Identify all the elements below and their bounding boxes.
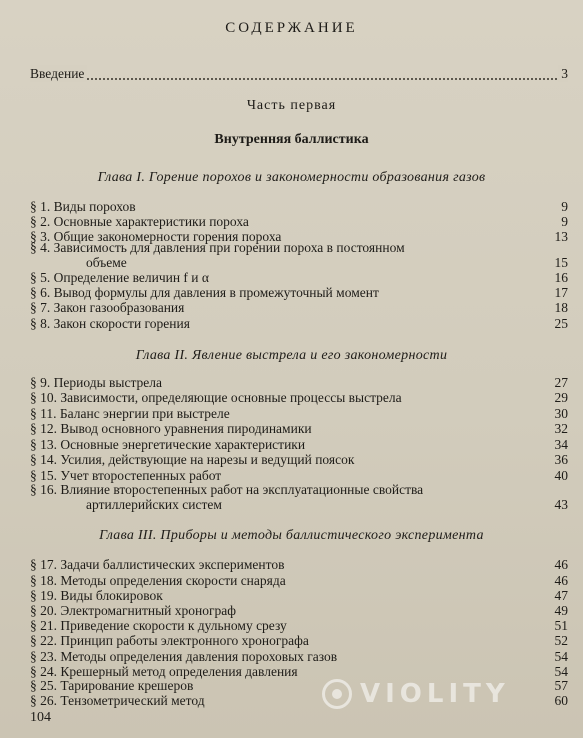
toc-entry-text: § 6. Вывод формулы для давления в промежуточный момент	[30, 285, 379, 300]
toc-entry-page: 57	[554, 678, 568, 693]
contents-title: СОДЕРЖАНИЕ	[225, 20, 358, 36]
intro-page: 3	[558, 65, 568, 82]
page-number: 104	[30, 710, 51, 725]
toc-entry-text: § 21. Приведение скорости к дульному срезу	[30, 618, 287, 633]
toc-entry-page: 32	[554, 421, 568, 436]
toc-entry-text: § 23. Методы определения давления пороховых газов	[30, 649, 338, 664]
toc-entry-page: 18	[554, 300, 568, 315]
toc-entry-text: § 26. Тензометрический метод	[30, 693, 205, 708]
toc-entry	[30, 451, 568, 468]
part-heading: Часть первая	[246, 98, 337, 113]
toc-entry	[30, 299, 568, 316]
toc-entry-text: § 19. Виды блокировок	[30, 588, 163, 603]
toc-entry-page: 29	[554, 390, 568, 405]
watermark-logo-icon	[322, 679, 352, 709]
toc-entry-text: § 12. Вывод основного уравнения пиродинамики	[30, 421, 312, 436]
toc-entry-page: 60	[554, 693, 568, 708]
intro-text: Введение	[30, 65, 87, 82]
toc-entry-page: 15	[554, 255, 568, 270]
toc-entry-text: § 25. Тарирование крешеров	[30, 678, 194, 693]
toc-entry-cont-text: объеме	[86, 255, 127, 270]
toc-entry-text: § 7. Закон газообразования	[30, 300, 185, 315]
toc-entry-page: 9	[561, 214, 568, 229]
toc-entry	[30, 632, 568, 649]
toc-entry-page: 52	[554, 633, 568, 648]
toc-entry-page: 9	[561, 199, 568, 214]
toc-entry-text: § 13. Основные энергетические характеристики	[30, 437, 306, 452]
toc-entry-page: 49	[554, 603, 568, 618]
chapter-2-title: Глава II. Явление выстрела и его закономерности	[135, 348, 448, 363]
toc-entry	[30, 389, 568, 406]
watermark-text: VIOLITY	[360, 679, 510, 709]
toc-entry-continuation	[30, 496, 568, 513]
toc-entry-page: 54	[554, 649, 568, 664]
toc-entry-page: 46	[554, 557, 568, 572]
toc-entry-cont-text: артиллерийских систем	[86, 497, 222, 512]
toc-entry-page: 46	[554, 573, 568, 588]
toc-entry-text: § 16. Влияние второстепенных работ на эксплуатационные свойства	[30, 482, 424, 497]
toc-entry-text: § 8. Закон скорости горения	[30, 316, 190, 331]
toc-entry-text: § 3. Общие закономерности горения пороха	[30, 229, 282, 244]
toc-entry	[30, 420, 568, 437]
toc-entry-page: 47	[554, 588, 568, 603]
section-heading: Внутренняя баллистика	[214, 132, 369, 147]
toc-entry-text: § 22. Принцип работы электронного хронографа	[30, 633, 309, 648]
toc-entry-page: 25	[554, 316, 568, 331]
toc-entry-text: § 10. Зависимости, определяющие основные процессы выстрела	[30, 390, 402, 405]
toc-entry	[30, 556, 568, 573]
toc-entry-text: § 24. Крешерный метод определения давления	[30, 664, 298, 679]
toc-entry-text: § 14. Усилия, действующие на нарезы и ведущий поясок	[30, 452, 355, 467]
toc-entry-text: § 17. Задачи баллистических экспериментов	[30, 557, 285, 572]
toc-entry-page: 43	[554, 497, 568, 512]
toc-entry-text: § 11. Баланс энергии при выстреле	[30, 406, 230, 421]
toc-entry-text: § 5. Определение величин f и α	[30, 270, 209, 285]
toc-entry-page: 30	[554, 406, 568, 421]
toc-entry-page: 17	[554, 285, 568, 300]
toc-entry-text: § 20. Электромагнитный хронограф	[30, 603, 237, 618]
toc-entry-text: § 2. Основные характеристики пороха	[30, 214, 249, 229]
chapter-1-title: Глава I. Горение порохов и закономерности образования газов	[97, 170, 486, 185]
toc-entry	[30, 315, 568, 332]
toc-entry-page: 40	[554, 468, 568, 483]
toc-entry-page: 51	[554, 618, 568, 633]
toc-entry-page: 13	[554, 229, 568, 244]
toc-entry-text: § 4. Зависимость для давления при горении пороха в постоянном	[30, 240, 405, 255]
toc-entry-page: 27	[554, 375, 568, 390]
toc-entry-page: 16	[554, 270, 568, 285]
toc-entry-text: § 18. Методы определения скорости снаряда	[30, 573, 286, 588]
toc-entry-page: 34	[554, 437, 568, 452]
intro-entry	[30, 65, 568, 82]
violity-watermark	[322, 676, 510, 712]
toc-entry-page: 36	[554, 452, 568, 467]
toc-entry-text: § 9. Периоды выстрела	[30, 375, 162, 390]
toc-entry-text: § 15. Учет второстепенных работ	[30, 468, 222, 483]
chapter-3-title: Глава III. Приборы и методы баллистического эксперимента	[99, 528, 484, 543]
toc-entry-text: § 1. Виды порохов	[30, 199, 136, 214]
toc-entry-page: 54	[554, 664, 568, 679]
